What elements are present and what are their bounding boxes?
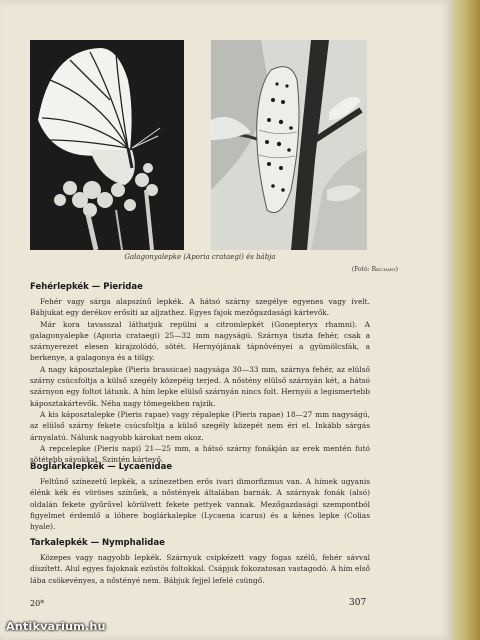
paragraph: Fehér vagy sárga alapszínű lepkék. A hátsó szárny szegélye egyenes vagy ívelt. Bábjukat egy derékov erősíti az aljzathez. Egyes fajok mezőgazdasági kártevők. [30,297,370,318]
paragraph: A nagy káposztalepke (Pieris brassicae) nagysága 30—33 mm, szárnya fehér, az elülső szárny csúcsfoltja a külső szegély közepéig terjed. A nőstény elülső szárnyán két, a hátsó szárnyon egy foltot látunk. A hím lepke elülső szárnyán nincs folt. Hernyói a legismertebb káposztakártevők. Néha nagy tömegekben rajzik. [30,364,370,408]
photo-credit: (Fotó: Reichart) [351,266,398,273]
section-heading-pieridae: Fehérlepkék — Pieridae [30,282,143,292]
watermark-logo: Antikvarium.hu [6,620,106,633]
paragraph: Már kora tavasszal láthatjuk repülni a citromlepkét (Gonepteryx rhamni). A galagonyalepke (Aporia crataegi) 25—32 mm nagyságú. Szárnya tiszta fehér, csak a szárnyerezet elesen kirajzolódó, sötét. Hernyójának tápnövényei a gyümölcsfák, a berkenye, a galagonya és a tölgy. [30,319,370,363]
section-heading-lycaenidae: Boglárkalepkék — Lycaenidae [30,462,173,472]
photo-caption: Galagonyalepke (Aporia crataegi) és bábja [124,253,276,261]
section-body-nymphalidae [30,552,370,586]
page-number: 307 [349,598,367,608]
section-body-lycaenidae [30,476,370,532]
paragraph: A repcelepke (Pieris napi) 21—25 mm, a hátsó szárny fonákján az erek mentén futó sötétebb sávokkal. Szintén kártevő. [30,443,370,465]
pupa-photo [211,40,367,250]
paragraph: Feltűnő színezetű lepkék, a színezetben erős ivari dimorfizmus van. A hímek ugyanis élénk kék és vöröses színűek, a nőstények általában barnák. A szárnyak fonák (alsó) oldalán fekete gyűrűvel körülvett fekete pettyek vannak. Mezőgazdasági szempontból figyelmet érdemlő a lóhere boglárkalepke (Lycaena icarus) és a kénes lepke (Colias hyale). [30,477,370,532]
page-edge [452,0,480,640]
paragraph: A kis káposztalepke (Pieris rapae) vagy répalepke (Pieris rapae) 18—27 mm nagyságú, az elülső szárny fekete csúcsfoltja a külső szegély közepét nem éri el. Inkább sárgás árnyalatú. Nálunk nagyobb károkat nem okoz. [30,409,370,442]
section-heading-nymphalidae: Tarkalepkék — Nymphalidae [30,538,165,548]
section-body-pieridae [30,296,370,465]
signature-mark: 20* [30,599,45,608]
paragraph: Közepes vagy nagyobb lepkék. Szárnyuk csipkézett vagy fogas szélű, fehér sávval díszített. Alul egyes fajoknak ezüstös foltokkal. Csápjuk fokozatosan vastagodó. A hím első lába csökevényes, a nőstényé nem. Bábjuk fejjel lefelé csüngő. [30,553,370,585]
butterfly-photo [30,40,184,250]
